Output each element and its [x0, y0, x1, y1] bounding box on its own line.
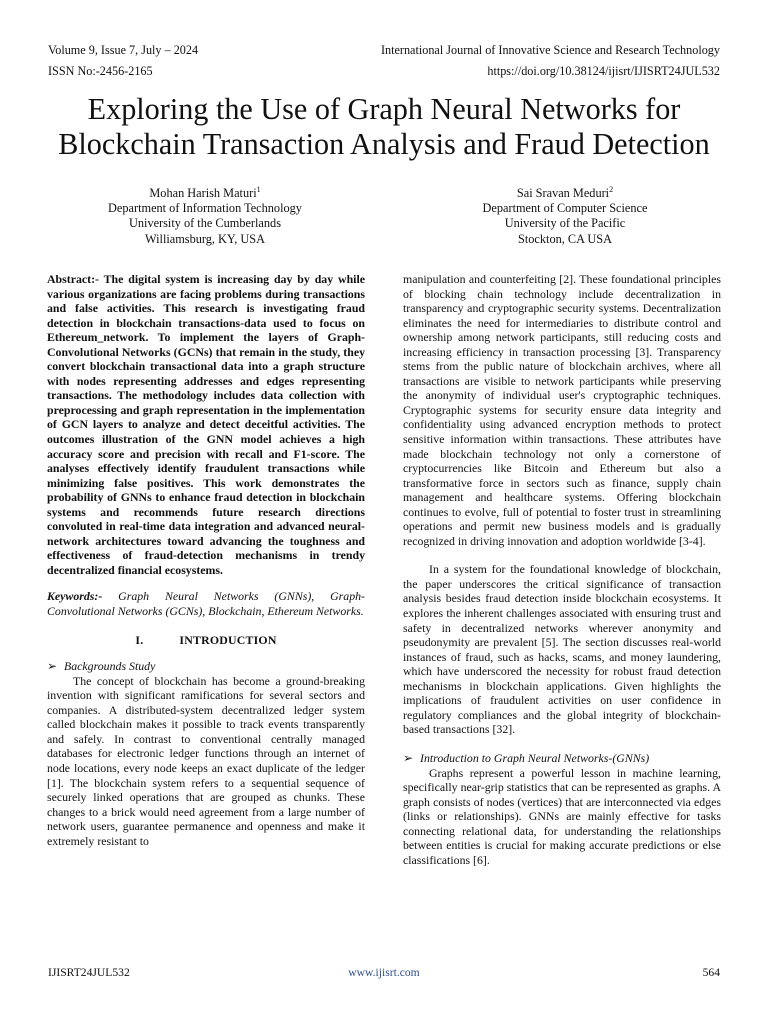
keywords-label: Keywords:-	[47, 589, 103, 604]
page-number: 564	[702, 966, 720, 979]
author-name: Mohan Harish Maturi	[149, 186, 257, 200]
author-location: Williamsburg, KY, USA	[145, 231, 265, 246]
author-affiliation-mark: 1	[256, 185, 261, 194]
keywords	[47, 589, 365, 618]
footer-website-link	[0, 966, 768, 980]
footer-paper-id: IJISRT24JUL532	[48, 966, 130, 979]
footer-website-text[interactable]: www.ijisrt.com	[348, 966, 420, 979]
abstract: Abstract:- The digital system is increasing day by day while various organizations are facing problems during transactions and false activities. This research is investigating fraud detection in blockchain transactions-data used to focus on Ethereum_network. To implement the layers of Graph-Convolutional Networks (GCNs) that remain in the study, they convert blockchain transactional data into a graph structure with nodes representing addresses and edges representing transactions. The methodology includes data collection with preprocessing and graph representation in the implementation of GCN layers to analyze and detect deceitful activities. The outcomes illustration of the GNN model achieves a high accuracy score and precision with recall and F1-score. The analyses effectively identify fraudulent transactions while minimizing false positives. This work demonstrates the probability of GNNs to enhance fraud detection in blockchain systems and recommends future research directions convoluted in real-time data integration and advanced neural-network architectures toward advancing the toughness and effectiveness of fraud-detection mechanisms in trendy decentralized financial ecosystems.	[47, 272, 365, 577]
subsection-title: Introduction to Graph Neural Networks-(GNNs)	[420, 750, 650, 765]
body-paragraph: The concept of blockchain has become a ground-breaking invention with significant ramifications for several sectors and companies. A distributed-system decentralized ledger system called blockchain makes it possible to track events transparently and safely. In contrast to conventional centrally managed databases for electronic ledger functions through an internet of node locations, every node keeps an exact duplicate of the ledger [1]. The blockchain system refers to a sequential sequence of securely linked operations that are grouped as chunks. These changes to a brick would need agreement from a large number of network users, guarantee permanence and openness and make it extremely resistant to	[47, 673, 365, 848]
left-column	[47, 272, 365, 848]
author-affiliation-mark: 2	[609, 185, 614, 194]
author-name: Sai Sravan Meduri	[516, 186, 610, 200]
author-block-1	[60, 186, 350, 247]
journal-name: International Journal of Innovative Science and Research Technology	[380, 43, 720, 57]
keywords-text: Graph Neural Networks (GNNs), Graph-Convolutional Networks (GCNs), Blockchain, Ethereum Networks.	[47, 589, 365, 619]
author-department: Department of Computer Science	[482, 201, 648, 216]
arrow-bullet-icon: ➢	[47, 659, 57, 674]
doi-link[interactable]: https://doi.org/10.38124/ijisrt/IJISRT24JUL532	[487, 64, 720, 78]
author-university: University of the Pacific	[504, 216, 626, 231]
author-department: Department of Information Technology	[108, 201, 302, 216]
journal-issn: ISSN No:-2456-2165	[48, 64, 153, 78]
paper-title-line-2: Blockchain Transaction Analysis and Fraud Detection	[58, 127, 710, 161]
paper-title	[30, 92, 738, 162]
body-paragraph: manipulation and counterfeiting [2]. These foundational principles of blocking chain technology include decentralization in transparency and cryptographic security systems. Decentralization eliminates the need for intermediaries to distribute control and ownership among network participants, still reducing costs and increasing efficiency in transaction processing [3]. Transparency stems from the public nature of blockchain archives, where all transactions are visible to network participants while preserving the anonymity of individual user's cryptographic techniques. Cryptographic systems for security ensure data integrity and confidentiality using advanced encryption methods to protect sensitive information within transactions. These attributes have made blockchain technology not only a cornerstone of cryptocurrencies like Bitcoin and Ethereum but also a transformative force in sectors such as finance, supply chain management and healthcare systems. Offering blockchain continues to evolve, full of potential to foster trust in streamlining operations and permit new business models and is gradually recognized in driving innovation and adoption worldwide [3-4].	[403, 272, 721, 548]
subsection-title: Backgrounds Study	[64, 659, 156, 674]
section-heading	[47, 633, 365, 648]
body-paragraph: In a system for the foundational knowledge of blockchain, the paper underscores the critical significance of transaction analysis besides fraud detection inside blockchain ecosystems. It explores the inherent challenges associated with ensuring trust and safety in decentralized networks wherever anonymity and pseudonymity are prevalent [5]. The section discusses real-world instances of fraud, such as hacks, scams, and money laundering, which have underscored the necessity for robust fraud detection mechanisms in blockchain applications. Given highlights the implications of fraudulent activities on user confidence in regulatory compliances and the global integrity of blockchain-based transactions [32].	[403, 562, 721, 737]
author-university: University of the Cumberlands	[129, 216, 281, 231]
subsection-heading	[47, 659, 365, 674]
paper-title-line-1: Exploring the Use of Graph Neural Networks for	[87, 92, 681, 126]
section-title: INTRODUCTION	[179, 632, 277, 647]
right-column	[403, 272, 721, 867]
arrow-bullet-icon: ➢	[403, 750, 413, 765]
author-location: Stockton, CA USA	[518, 231, 612, 246]
body-paragraph: Graphs represent a powerful lesson in machine learning, specifically near-grip statistics that can be represented as graphs. A graph consists of nodes (vertices) that are interconnected via edges (links or relationships). GNNs are mainly effective for tasks connecting relational data, for understanding the relationships between entities is crucial for making accurate predictions or else classifications [6].	[403, 765, 721, 867]
subsection-heading	[403, 751, 721, 766]
journal-volume: Volume 9, Issue 7, July – 2024	[48, 43, 199, 57]
author-block-2	[420, 186, 710, 247]
section-number: I.	[135, 632, 144, 647]
